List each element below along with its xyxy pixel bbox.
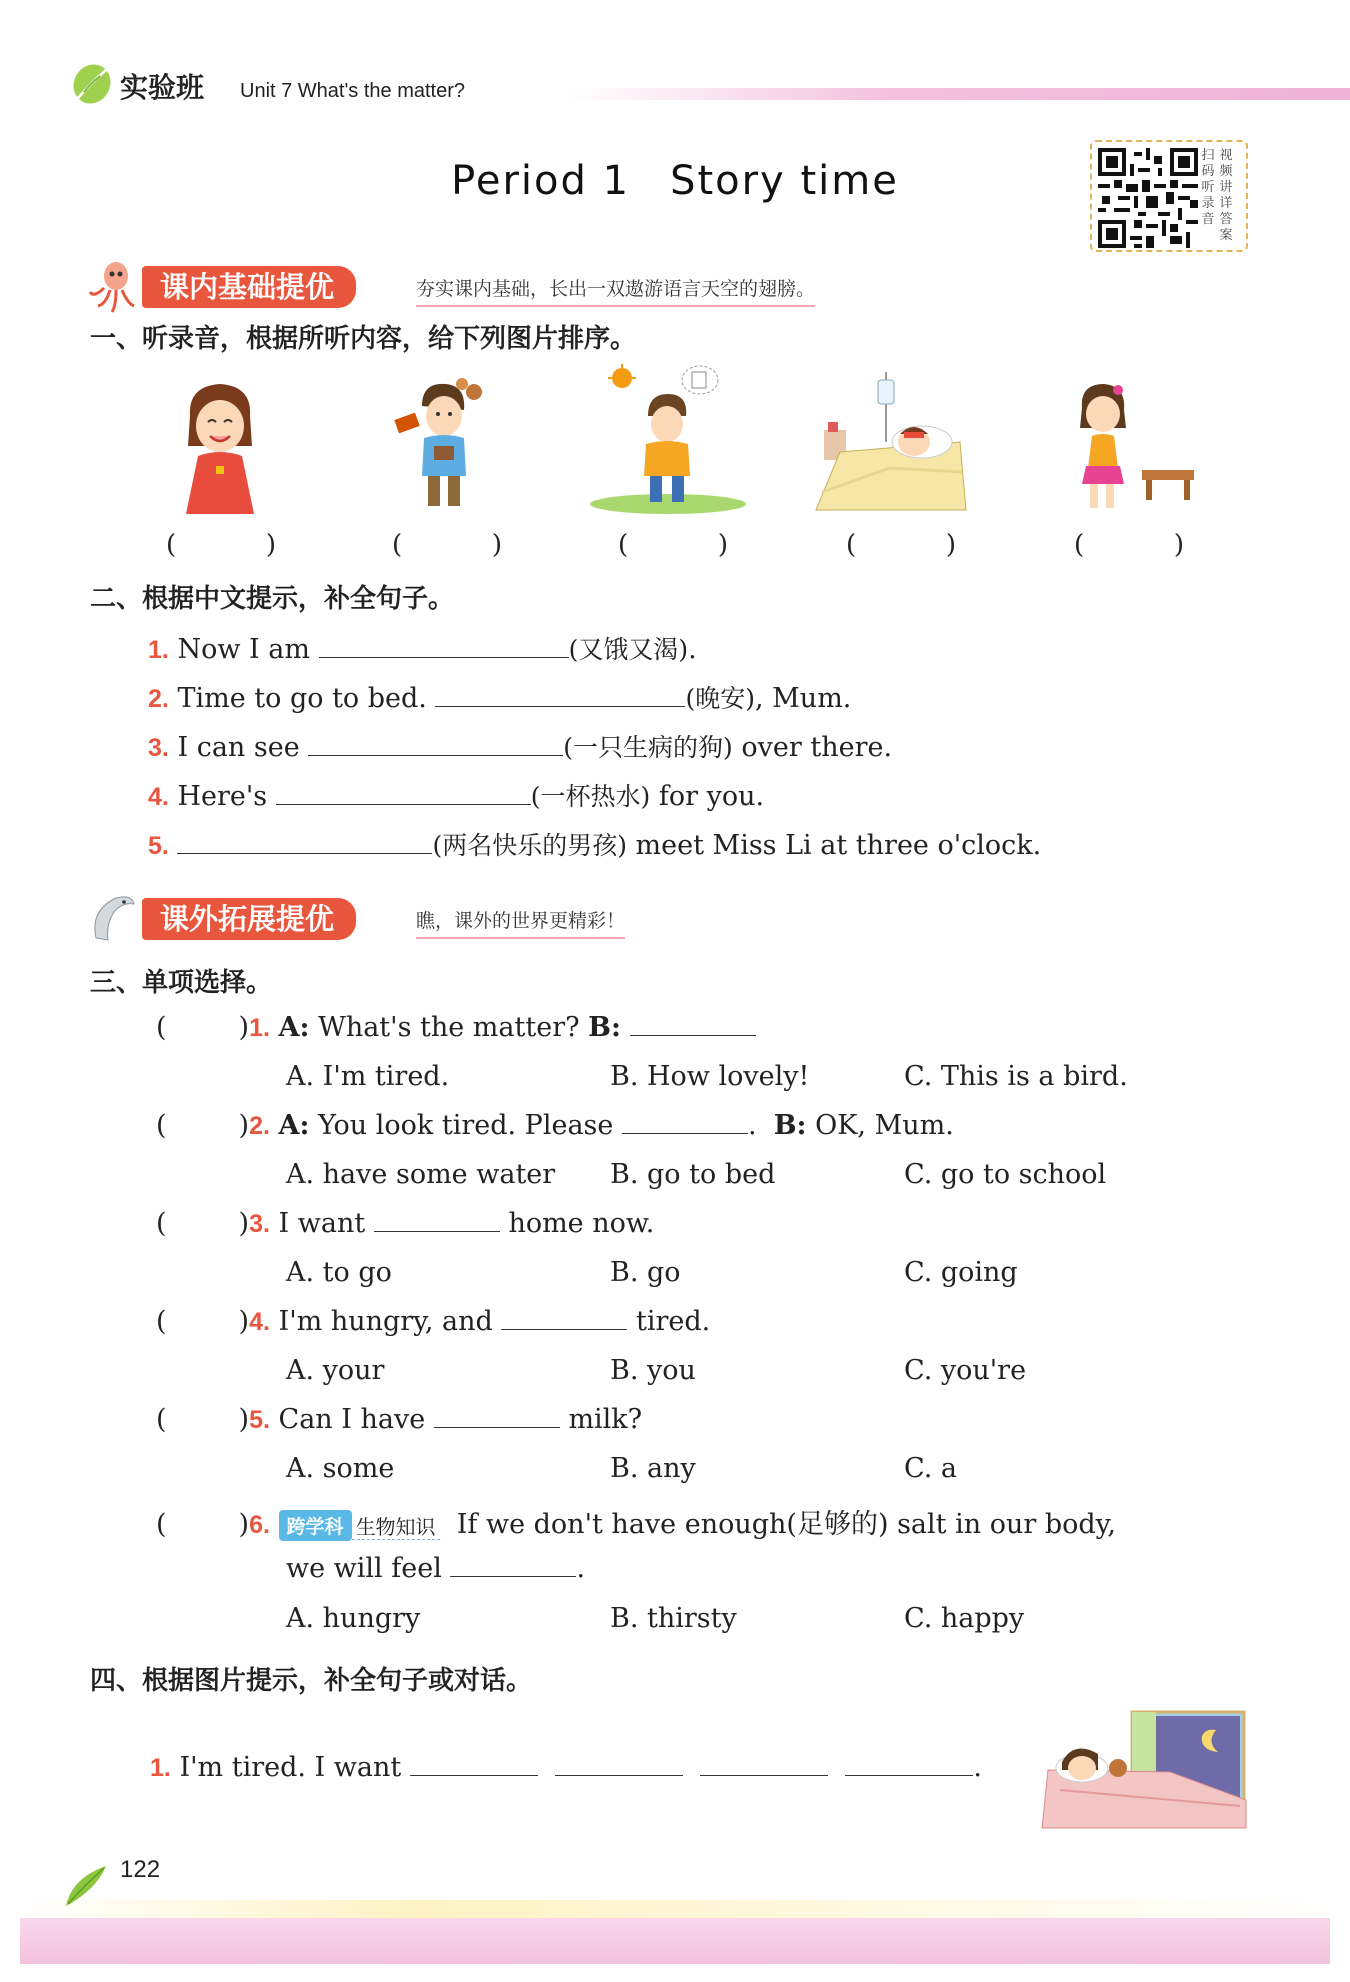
q3-item-6-cont: we will feel .	[286, 1553, 586, 1584]
leaf-corner-icon	[62, 1860, 112, 1910]
fill-blank[interactable]	[630, 1035, 756, 1036]
q2-item-3: 3. I can see (一只生病的狗) over there.	[148, 732, 893, 763]
option-a: A. some	[286, 1453, 395, 1484]
section-note: 夯实课内基础，长出一双遨游语言天空的翅膀。	[416, 274, 815, 307]
option-c: C. happy	[904, 1603, 1025, 1634]
q1-heading: 一、听录音，根据所听内容，给下列图片排序。	[90, 324, 637, 354]
option-c: C. go to school	[904, 1159, 1107, 1190]
girl-sleeping-picture	[1040, 1710, 1248, 1830]
girl-tired-picture	[1060, 380, 1200, 516]
q2-heading: 二、根据中文提示，补全句子。	[90, 584, 455, 614]
fill-blank[interactable]	[450, 1576, 576, 1577]
section-tag: 课外拓展提优	[142, 898, 356, 940]
brand-name: 实验班	[120, 71, 205, 104]
fill-blank[interactable]	[622, 1133, 748, 1134]
qr-code-box[interactable]	[1090, 140, 1248, 252]
period-label: Period 1	[451, 158, 631, 204]
q4-heading: 四、根据图片提示，补全句子或对话。	[90, 1666, 533, 1696]
option-c: C. you're	[904, 1355, 1027, 1386]
option-a: A. your	[286, 1355, 385, 1386]
option-b: B. go	[610, 1257, 681, 1288]
fill-blank[interactable]	[319, 657, 569, 658]
section-note: 瞧，课外的世界更精彩！	[416, 906, 625, 939]
boy-thirsty-picture	[588, 364, 748, 516]
page-header	[70, 60, 1310, 120]
page-number: 122	[120, 1856, 161, 1883]
q3-item-4: ( )4. I'm hungry, and tired.	[156, 1306, 711, 1337]
subject-label: 生物知识	[352, 1515, 440, 1540]
cross-subject-badge: 跨学科	[279, 1510, 352, 1541]
q3-item-6: ( )6. 跨学科 生物知识 If we don't have enough(足够的) salt in our body,	[156, 1509, 1116, 1540]
q3-item-5: ( )5. Can I have milk?	[156, 1404, 643, 1435]
fill-blank[interactable]	[410, 1775, 538, 1776]
answer-paren-3[interactable]: ( )	[618, 530, 728, 560]
q3-item-1: ( )1. A: What's the matter? B:	[156, 1012, 756, 1043]
q2-item-4: 4. Here's (一杯热水) for you.	[148, 781, 765, 812]
option-a: A. hungry	[286, 1603, 421, 1634]
option-b: B. go to bed	[610, 1159, 776, 1190]
option-b: B. you	[610, 1355, 696, 1386]
option-c: C. going	[904, 1257, 1018, 1288]
qr-caption-bound	[1092, 142, 1093, 143]
answer-paren-1[interactable]: ( )	[166, 530, 276, 560]
fill-blank[interactable]	[501, 1329, 627, 1330]
option-b: B. How lovely!	[610, 1061, 810, 1092]
answer-paren-5[interactable]: ( )	[1074, 530, 1184, 560]
option-a: A. to go	[286, 1257, 392, 1288]
lesson-name: Story time	[670, 158, 899, 204]
squid-mascot-icon	[86, 258, 140, 314]
fill-blank[interactable]	[435, 706, 685, 707]
q2-item-2: 2. Time to go to bed. (晚安), Mum.	[148, 683, 852, 714]
q2-item-1: 1. Now I am (又饿又渴).	[148, 634, 697, 665]
q3-item-2: ( )2. A: You look tired. Please . B: OK, Mum.	[156, 1110, 954, 1141]
girl-happy-picture	[170, 376, 270, 516]
answer-paren-2[interactable]: ( )	[392, 530, 502, 560]
fill-blank[interactable]	[700, 1775, 828, 1776]
answer-paren-4[interactable]: ( )	[846, 530, 956, 560]
header-decor-bar	[570, 88, 1350, 100]
option-a: A. have some water	[286, 1159, 556, 1190]
footer-decor-band	[20, 1918, 1330, 1964]
qr-code-icon	[1098, 148, 1198, 248]
qr-caption: 扫 码 听 录 音 视 频 讲 详 答 案	[1201, 148, 1233, 243]
option-b: B. thirsty	[610, 1603, 737, 1634]
q3-heading: 三、单项选择。	[90, 968, 273, 998]
option-c: C. This is a bird.	[904, 1061, 1128, 1092]
leaf-logo-icon	[70, 62, 114, 106]
q4-item-1: 1. I'm tired. I want .	[150, 1752, 982, 1783]
section-tag: 课内基础提优	[142, 266, 356, 308]
fill-blank[interactable]	[374, 1231, 500, 1232]
fill-blank[interactable]	[308, 755, 563, 756]
q3-item-3: ( )3. I want home now.	[156, 1208, 655, 1239]
fill-blank[interactable]	[177, 853, 432, 854]
sick-girl-in-bed-picture	[810, 372, 970, 512]
fill-blank[interactable]	[276, 804, 531, 805]
dolphin-mascot-icon	[86, 890, 140, 946]
option-b: B. any	[610, 1453, 696, 1484]
option-a: A. I'm tired.	[286, 1061, 450, 1092]
fill-blank[interactable]	[845, 1775, 973, 1776]
option-c: C. a	[904, 1453, 957, 1484]
fill-blank[interactable]	[434, 1427, 560, 1428]
unit-title: Unit 7 What's the matter?	[240, 80, 466, 102]
boy-eating-picture	[390, 376, 490, 516]
fill-blank[interactable]	[555, 1775, 683, 1776]
q2-item-5: 5. (两名快乐的男孩) meet Miss Li at three o'clock.	[148, 830, 1042, 861]
